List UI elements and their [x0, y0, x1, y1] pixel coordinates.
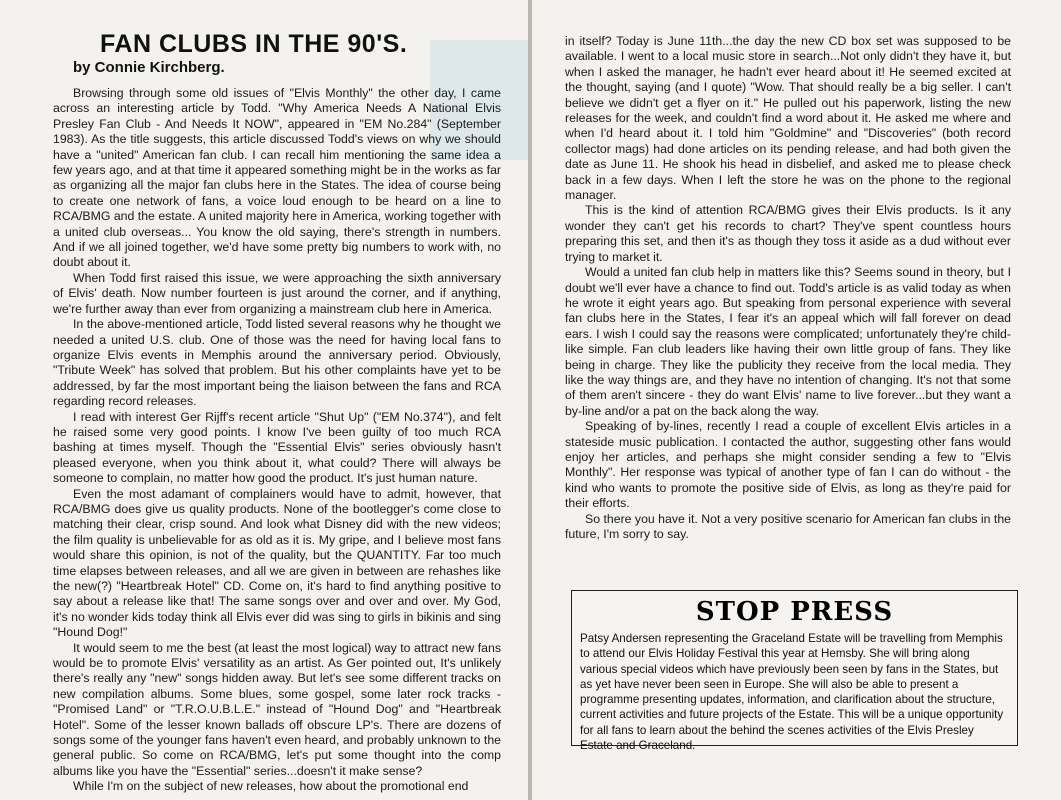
paragraph: This is the kind of attention RCA/BMG gives their Elvis products. Is it any wonder they can't get his records to chart? They've spent countless hours preparing this set, and then it's as though they toss it aside as a dud without ever trying to market it. — [565, 203, 1011, 264]
paragraph: Even the most adamant of complainers would have to admit, however, that RCA/BMG does give us quality products. None of the bootlegger's come close to matching their clear, crisp sound. And look what Disney did with the new videos; the film quality is unbelievable for as old as it is. My gripe, and I believe most fans would share this opinion, is not of the quality, but the QUANTITY. Far too much time elapses between releases, and all we are given in between are rehashes like the new(?) "Heartbreak Hotel" CD. Come on, it's hard to find anything positive to say about a release like that! The same songs over and over and over. My God, it's no wonder kids today think all Elvis ever did was sing to girls in bikinis and sing "Hound Dog!" — [53, 486, 501, 640]
stop-press-body: Patsy Andersen representing the Graceland Estate will be travelling from Memphis to attend our Elvis Holiday Festival this year at Hemsby. She will bring along various special videos which have previously been seen by fans in the States, but as yet have never been seen in Europe. She will also be able to present a programme presenting updates, information, and clarification about the structure, current activities and future projects of the Estate. This will be a unique opportunity for all fans to learn about the behind the scenes activities of the Elvis Presley Estate and Graceland. — [580, 632, 1004, 753]
paragraph: in itself? Today is June 11th...the day the new CD box set was supposed to be available. I went to a local music store in search...Not only didn't they have it, but when I asked the manager, he hadn't ever heard about it! He seemed excited at the thought, saying (and I quote) "Wow. That should really be a big seller. I can't believe we didn't get a flyer on it." He pulled out his paperwork, listing the new releases for the week, and couldn't find a word about it. He asked me where and when I'd heard about it. I told him "Goldmine" and "Discoveries" (both record collector mags) had done articles on its pending release, and had both given the date as June 11. He shook his head in disbelief, and asked me to please check back in a few days. When I left the store he was on the phone to the regional manager. — [565, 34, 1011, 203]
paragraph: It would seem to me the best (at least the most logical) way to attract new fans would be to promote Elvis' versatility as an artist. As Ger pointed out, It's unlikely there's really any "new" songs hidden away. But let's see some different tracks on new compilation albums. Some blues, some gospel, some later rock tracks - "Promised Land" or "T.R.O.U.B.L.E." instead of "Hound Dog" and "Heartbreak Hotel". Some of the lesser known ballads off obscure LP's. There are dozens of songs some of the younger fans haven't even heard, and probably unknown to the general public. So come on RCA/BMG, let's put some thought into the comp albums like you have the "Essential" series...doesn't it make sense? — [53, 640, 501, 778]
paragraph: When Todd first raised this issue, we were approaching the sixth anniversary of Elvis' death. Now number fourteen is just around the corner, and if anything, we're further away than ever from organizing a mainstream club here in America. — [53, 270, 501, 316]
paragraph: In the above-mentioned article, Todd listed several reasons why he thought we needed a united U.S. club. One of those was the need for having local fans to organize Elvis events in Memphis around the anniversary period. Obviously, "Tribute Week" has solved that problem. But his other complaints have yet to be addressed, by far the most important being the liaison between the fans and RCA regarding record releases. — [53, 317, 501, 409]
paragraph: Would a united fan club help in matters like this? Seems sound in theory, but I doubt we'll ever have a chance to find out. Todd's article is as valid today as when he wrote it eight years ago. But speaking from personal experience with several fan clubs here in the States, I fear it's an appeal which will fall forever on dead ears. I wish I could say the reasons were complicated; unfortunately they're child-like simple. Fan club leaders like having their own little group of fans. They like being in charge. They like the publicity they receive from the local media. They like the way things are, and they have no intention of changing. It's not that some of them aren't sincere - they do want Elvis' name to live forever...but they want a by-line and/or a pat on the back along the way. — [565, 265, 1011, 418]
paragraph: So there you have it. Not a very positive scenario for American fan clubs in the future, I'm sorry to say. — [565, 511, 1011, 541]
article-byline: by Connie Kirchberg. — [73, 59, 225, 76]
stop-press-box — [571, 590, 1018, 753]
left-column — [53, 86, 501, 795]
paragraph: While I'm on the subject of new releases, how about the promotional end — [73, 779, 469, 794]
paragraph: Browsing through some old issues of "Elvis Monthly" the other day, I came across an interesting article by Todd. "Why America Needs A National Elvis Presley Fan Club - And Needs It NOW", appeared in "EM No.284" (September 1983). As the title suggests, this article discussed Todd's views on why we should have a "united" American fan club. I can recall him mentioning the same idea a few years ago, and at that time it appeared something might be in the works as far as organizing all the major fan clubs here in the States. The idea of course being to create one network of fans, a voice loud enough to be heard on a line to RCA/BMG and the estate. A united majority here in America, working together with a united club overseas... You know the old saying, there's strength in numbers. And if we all joined together, we'd have some pretty big numbers to work with, no doubt about it. — [53, 86, 501, 270]
article-title: FAN CLUBS IN THE 90'S. — [100, 30, 408, 58]
right-column — [565, 34, 1011, 542]
paragraph: Speaking of by-lines, recently I read a couple of excellent Elvis articles in a stateside music publication. I contacted the author, suggesting other fans would enjoy her articles, and perhaps she might consider sending a few to "Elvis Monthly". Her response was typical of another type of fan I can do without - the kind who wants to promote the positive side of Elvis, as long as they're paid for their efforts. — [565, 419, 1011, 511]
paragraph: I read with interest Ger Rijff's recent article "Shut Up" ("EM No.374"), and felt he raised some very good points. I know I've been guilty of too much RCA bashing at times myself. Though the "Essential Elvis" series obviously hasn't pleased everyone, when you think about it, what could? There will always be someone to complain, no matter how good the product. It's just human nature. — [53, 409, 501, 486]
stop-press-title: STOP PRESS — [695, 597, 894, 627]
left-page — [0, 0, 528, 800]
